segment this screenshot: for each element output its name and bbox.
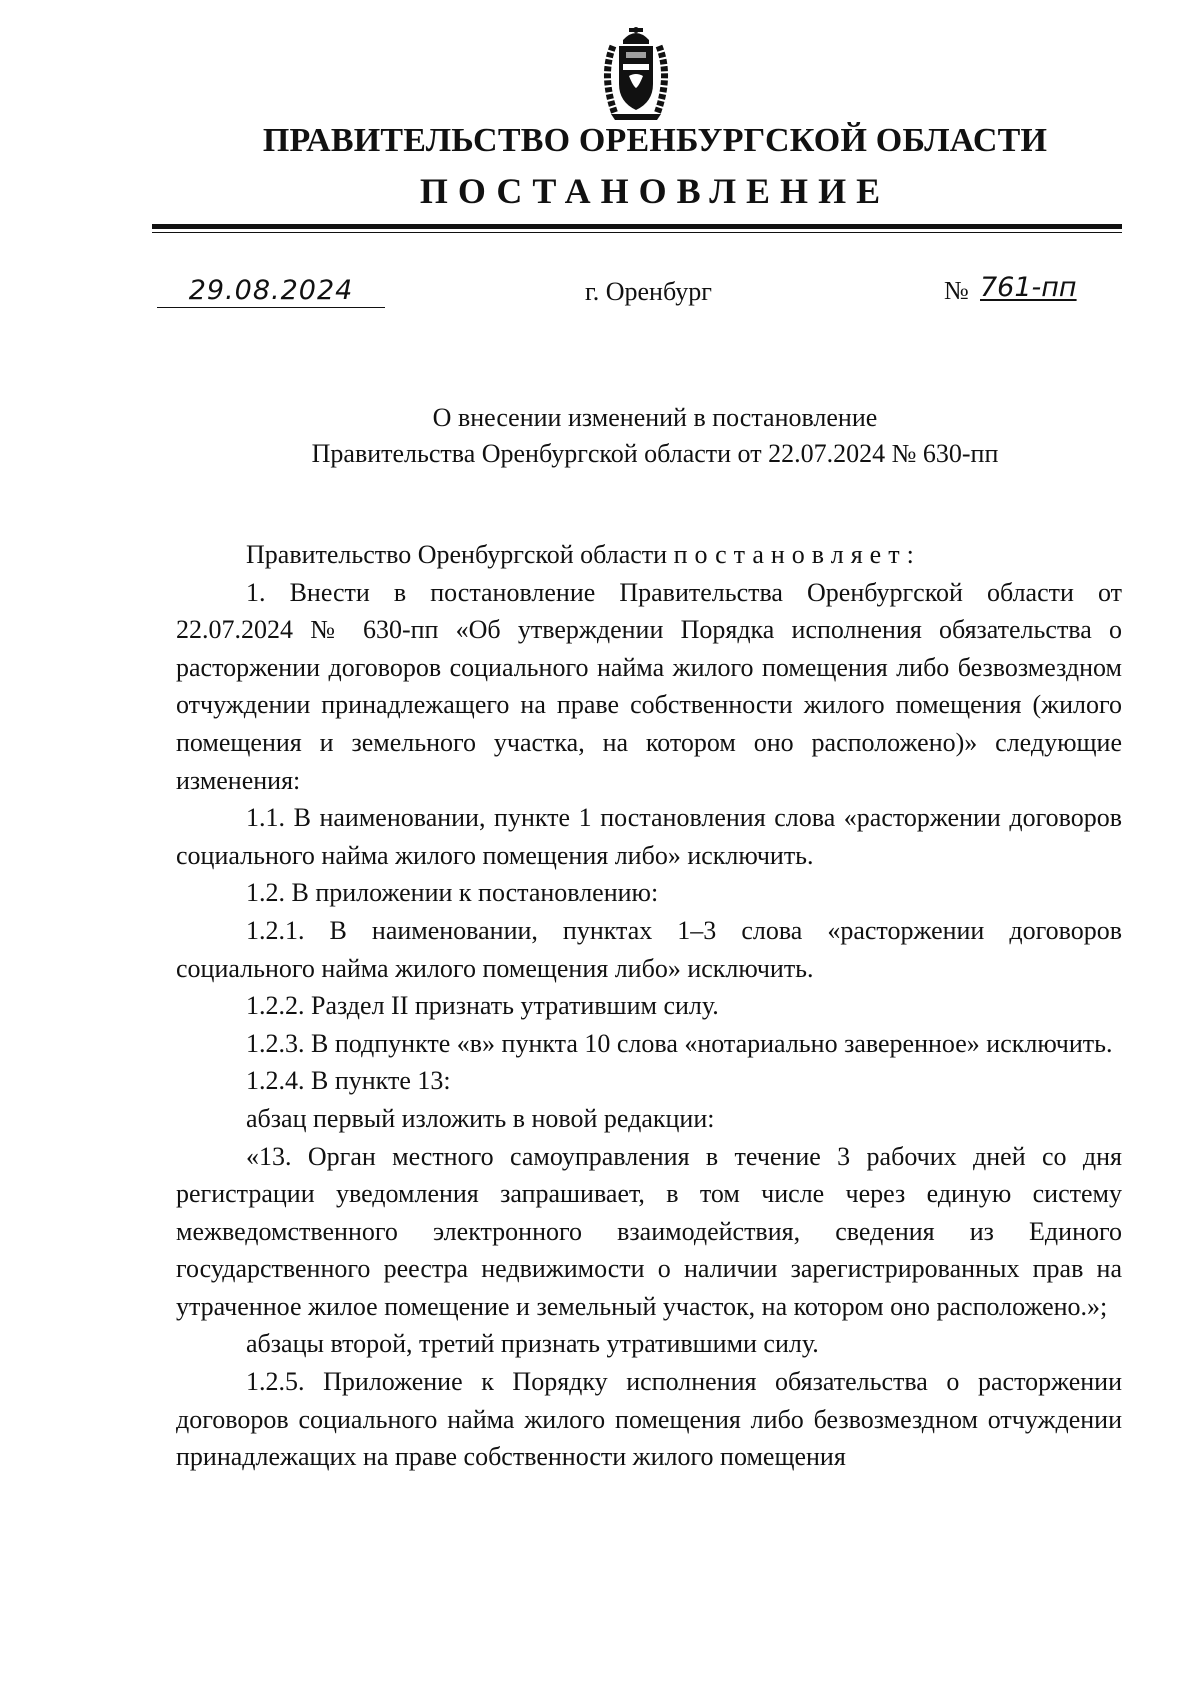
document-city: г. Оренбург	[585, 277, 712, 306]
number-sign: №	[944, 276, 969, 305]
paragraph-1-1: 1.1. В наименовании, пункте 1 постановления слова «расторжении договоров социального найма жилого помещения либо» исключить.	[176, 803, 1122, 870]
paragraph-1-2-5: 1.2.5. Приложение к Порядку исполнения обязательства о расторжении договоров социального найма жилого помещения либо безвозмездном отчуждении принадлежащих на праве собственности жилого помещения	[176, 1367, 1122, 1472]
handwritten-date: 29.08.2024	[188, 275, 354, 306]
paragraph-1-2-3: 1.2.3. В подпункте «в» пункта 10 слова «нотариально заверенное» исключить.	[246, 1028, 1113, 1058]
header-rule-thick	[152, 224, 1122, 229]
document-body	[176, 536, 1122, 1476]
subject-line-1: О внесении изменений в постановление	[432, 403, 878, 432]
document-subject	[0, 400, 1200, 472]
paragraph-1-2-1: 1.2.1. В наименовании, пунктах 1–3 слова «расторжении договоров социального найма жилого помещения либо» исключить.	[176, 915, 1122, 983]
paragraph-1-2-4: 1.2.4. В пункте 13:	[246, 1066, 451, 1096]
document-date-field	[157, 276, 385, 308]
date-underline	[157, 307, 385, 308]
handwritten-number: 761-пп	[980, 272, 1077, 303]
paragraph-abzac-second-third: абзацы второй, третий признать утратившими силу.	[246, 1329, 819, 1359]
intro-verb: постановляет:	[673, 540, 921, 569]
paragraph-abzac-first: абзац первый изложить в новой редакции:	[246, 1103, 715, 1133]
coat-of-arms-emblem	[599, 26, 673, 122]
intro-text: Правительство Оренбургской области	[246, 540, 668, 569]
header-rule-thin	[152, 232, 1122, 233]
subject-line-2: Правительства Оренбургской области от 22.07.2024 № 630-пп	[311, 439, 999, 468]
document-type-title: ПОСТАНОВЛЕНИЕ	[419, 171, 891, 211]
paragraph-point-13: «13. Орган местного самоуправления в течение 3 рабочих дней со дня регистрации уведомления запрашивает, в том числе через единую систему межведомственного электронного взаимодействия, сведения из Единого государственного реестра недвижимости о наличии зарегистрированных прав на утраченное жилое помещение и земельный участок, на котором оно расположено.»;	[176, 1141, 1122, 1321]
organization-name: ПРАВИТЕЛЬСТВО ОРЕНБУРГСКОЙ ОБЛАСТИ	[262, 122, 1048, 159]
paragraph-1-2-2: 1.2.2. Раздел II признать утратившим силу.	[246, 991, 719, 1021]
paragraph-1: 1. Внести в постановление Правительства Оренбургской области от 22.07.2024 № 630-пп «Об утверждении Порядка исполнения обязательства о расторжении договоров социального найма жилого помещения либо безвозмездном отчуждении принадлежащего на праве собственности жилого помещения (жилого помещения и земельного участка, на котором оно расположено)» следующие изменения:	[176, 577, 1122, 795]
paragraph-1-2: 1.2. В приложении к постановлению:	[246, 878, 659, 908]
intro-paragraph	[176, 536, 1122, 574]
